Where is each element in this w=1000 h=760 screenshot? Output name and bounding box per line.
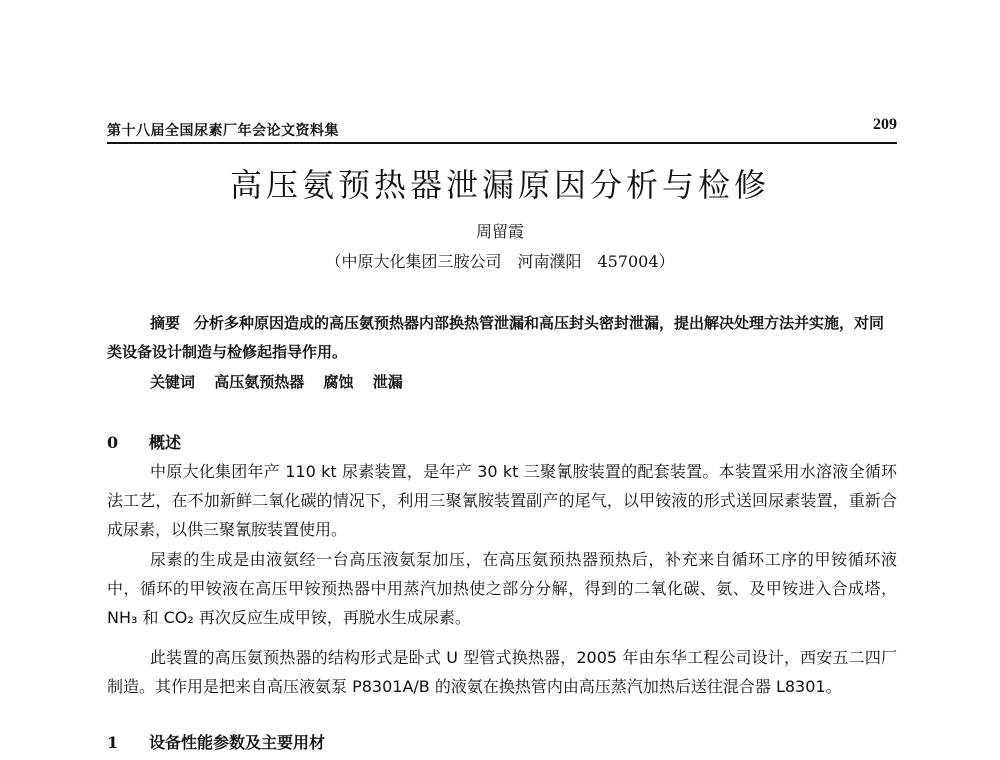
abstract-label: 摘要 xyxy=(150,314,181,332)
author-name: 周留霞 xyxy=(475,222,524,241)
abstract-text: 分析多种原因造成的高压氨预热器内部换热管泄漏和高压封头密封泄漏，提出解决处理方法并实施，对同类设备设计制造与检修起指导作用。 xyxy=(107,314,885,361)
section-number: 1 xyxy=(107,733,119,752)
keywords xyxy=(150,370,890,394)
abstract xyxy=(107,309,897,367)
section-title: 设备性能参数及主要用材 xyxy=(149,733,326,752)
author-affiliation: （中原大化集团三胺公司 河南濮阳 457004） xyxy=(325,252,675,271)
body-paragraph: 此装置的高压氨预热器的结构形式是卧式 U 型管式换热器，2005 年由东华工程公司设计，西安五二四厂制造。其作用是把来自高压液氨泵 P8301A/B 的液氨在换热管内由高压蒸汽加热后送往混合器 L8301。 xyxy=(107,648,897,696)
section-number: 0 xyxy=(107,433,119,452)
body-paragraph: 中原大化集团年产 110 kt 尿素装置，是年产 30 kt 三聚氰胺装置的配套装置。本装置采用水溶液全循环法工艺，在不加新鲜二氧化碳的情况下，利用三聚氰胺装置副产的尾气，以甲铵液的形式送回尿素装置，重新合成尿素，以供三聚氰胺装置使用。 xyxy=(107,462,897,539)
section-heading-overview xyxy=(107,430,181,453)
paper-title: 高压氨预热器泄漏原因分析与检修 xyxy=(229,166,770,204)
section-title: 概述 xyxy=(149,433,182,452)
keyword: 高压氨预热器 xyxy=(214,373,305,391)
page-number: 209 xyxy=(873,116,897,133)
body-paragraph: 尿素的生成是由液氨经一台高压液氨泵加压，在高压氨预热器预热后，补充来自循环工序的甲铵循环液中，循环的甲铵液在高压甲铵预热器中用蒸汽加热使之部分分解，得到的二氧化碳、氨、及甲铵进入合成塔，NH₃ 和 CO₂ 再次反应生成甲铵，再脱水生成尿素。 xyxy=(107,550,897,627)
section-heading-parameters xyxy=(107,730,325,753)
keywords-label: 关键词 xyxy=(150,373,196,391)
running-header xyxy=(107,116,897,144)
keyword: 腐蚀 xyxy=(323,373,354,391)
journal-name: 第十八届全国尿素厂年会论文资料集 xyxy=(107,123,339,139)
keyword: 泄漏 xyxy=(372,373,403,391)
